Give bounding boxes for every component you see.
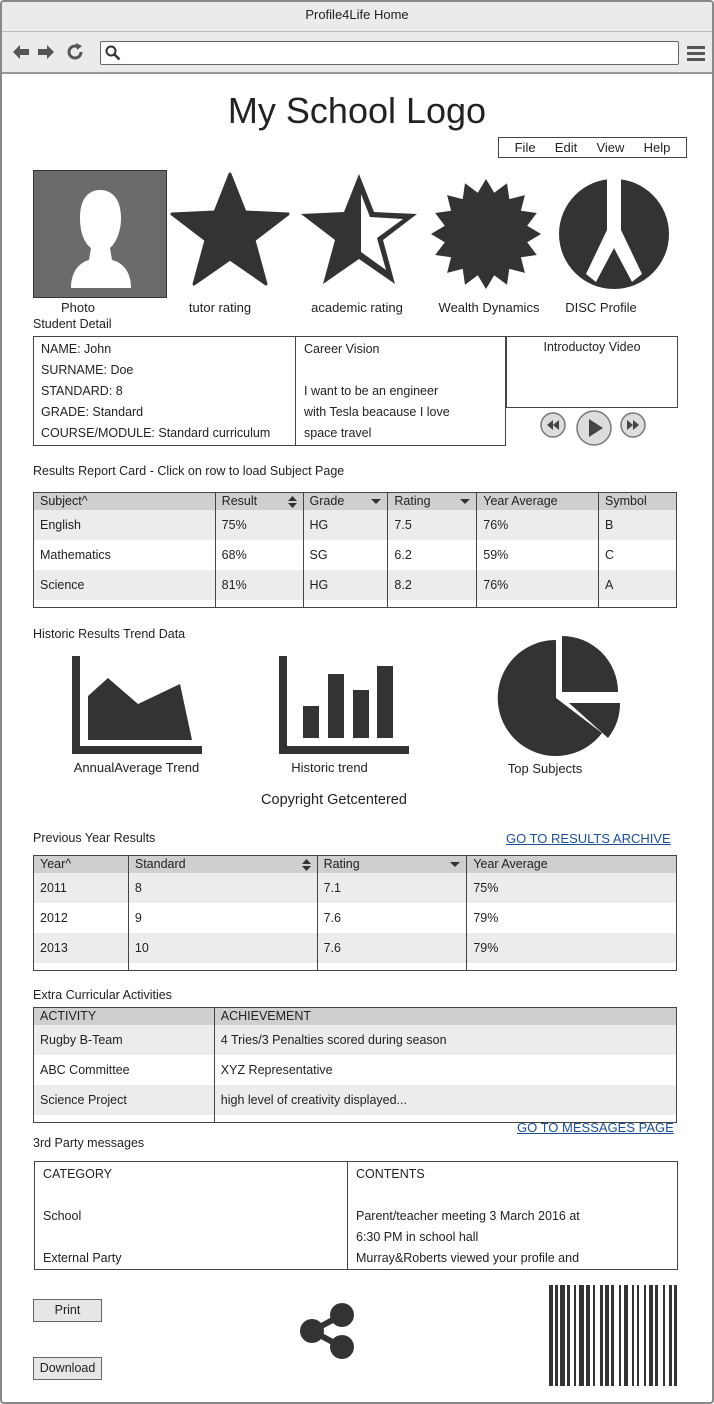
academic-rating-label: academic rating [311, 300, 403, 315]
table-row[interactable] [34, 510, 677, 540]
area-chart-icon[interactable] [72, 656, 202, 754]
menu-bar [498, 137, 687, 158]
menu-help[interactable]: Help [643, 140, 671, 155]
cell: Science Project [34, 1085, 215, 1115]
cell: Mathematics [40, 547, 111, 562]
table-row[interactable] [34, 1025, 677, 1055]
play-icon[interactable] [576, 410, 612, 446]
messages-contents-column [347, 1161, 678, 1270]
cell: 7.5 [388, 510, 477, 540]
cell: 7.1 [317, 873, 467, 903]
career-vision-line-2: with Tesla beacause I love [304, 405, 450, 419]
student-grade: GRADE: Standard [41, 405, 144, 419]
message-contents: Parent/teacher meeting 3 March 2016 at [356, 1209, 580, 1223]
messages-col-category: CATEGORY [43, 1167, 112, 1181]
student-detail-box [33, 336, 296, 446]
cell: 68% [215, 540, 303, 570]
cell: 9 [128, 903, 317, 933]
address-bar[interactable] [100, 41, 679, 65]
historic-trend-label: Historic trend [291, 760, 368, 775]
intro-video-box[interactable] [506, 336, 678, 408]
cell: 6.2 [388, 540, 477, 570]
activities-table [33, 1007, 677, 1123]
cell: HG [303, 570, 388, 600]
trends-title: Historic Results Trend Data [33, 627, 186, 641]
star-half-icon [299, 172, 419, 288]
cell: 59% [477, 540, 599, 570]
cell: A [599, 570, 677, 600]
cell: 8 [128, 873, 317, 903]
barcode-icon [549, 1285, 679, 1386]
copyright-text: Copyright Getcentered [261, 792, 407, 808]
results-archive-link[interactable]: GO TO RESULTS ARCHIVE [506, 831, 671, 846]
cell: B [599, 510, 677, 540]
cell: 4 Tries/3 Penalties scored during season [214, 1025, 676, 1055]
activity-col-activity[interactable]: ACTIVITY [34, 1008, 215, 1025]
student-standard: STANDARD: 8 [41, 384, 123, 398]
messages-col-contents: CONTENTS [356, 1167, 425, 1181]
results-table [33, 492, 677, 608]
star-full-icon [170, 172, 290, 288]
back-arrow-icon[interactable] [11, 42, 31, 62]
tutor-rating-label: tutor rating [188, 300, 252, 315]
bar-chart-icon[interactable] [279, 656, 409, 754]
sort-updown-icon [302, 859, 311, 871]
fast-forward-icon[interactable] [620, 412, 646, 438]
prev-col-year-average[interactable]: Year Average [467, 856, 677, 873]
cell: XYZ Representative [214, 1055, 676, 1085]
career-vision-title: Career Vision [304, 342, 380, 356]
cell: English [34, 510, 216, 540]
table-row[interactable] [34, 1085, 677, 1115]
search-icon [105, 45, 121, 61]
student-course: COURSE/MODULE: Standard curriculum [41, 426, 271, 440]
table-row[interactable] [34, 873, 677, 903]
rewind-icon[interactable] [540, 412, 566, 438]
reload-icon[interactable] [65, 42, 85, 62]
cell: 7.6 [317, 933, 467, 963]
download-button[interactable]: Download [33, 1357, 102, 1380]
menu-view[interactable]: View [596, 140, 625, 155]
activity-col-achievement[interactable]: ACHIEVEMENT [214, 1008, 676, 1025]
browser-toolbar [2, 32, 712, 74]
prev-col-year[interactable]: Year^ [34, 856, 129, 873]
menu-file[interactable]: File [514, 140, 536, 155]
results-col-grade[interactable]: Grade [303, 493, 388, 510]
results-col-symbol[interactable]: Symbol [599, 493, 677, 510]
cell: 79% [467, 903, 677, 933]
sort-down-icon [460, 496, 470, 508]
cell: 81% [215, 570, 303, 600]
cell: 10 [128, 933, 317, 963]
cell: 2011 [34, 873, 129, 903]
messages-category-column [34, 1161, 348, 1270]
annual-average-trend-label: AnnualAverage Trend [73, 760, 200, 775]
cell: Science [34, 570, 216, 600]
career-vision-line-1: I want to be an engineer [304, 384, 439, 398]
message-category: External Party [43, 1251, 122, 1265]
sort-down-icon [450, 859, 460, 871]
cell: 2012 [40, 910, 68, 925]
cell: ABC Committee [40, 1062, 130, 1077]
cell: 7.6 [317, 903, 467, 933]
activities-title: Extra Curricular Activities [33, 988, 172, 1002]
message-contents: 6:30 PM in school hall [356, 1230, 479, 1244]
career-vision-line-3: space travel [304, 426, 372, 440]
school-logo: My School Logo [227, 90, 487, 131]
results-col-rating[interactable]: Rating [388, 493, 477, 510]
table-row[interactable] [34, 1055, 677, 1085]
table-row[interactable] [34, 570, 677, 600]
student-name: NAME: John [41, 342, 112, 356]
menu-edit[interactable]: Edit [554, 140, 578, 155]
results-col-subject[interactable]: Subject^ [34, 493, 216, 510]
student-detail-title: Student Detail [33, 317, 112, 331]
top-subjects-label: Top Subjects [507, 761, 583, 776]
results-title: Results Report Card - Click on row to load Subject Page [33, 464, 345, 478]
cell: 8.2 [388, 570, 477, 600]
disc-profile-icon [558, 178, 670, 290]
badge-burst-icon [430, 178, 542, 290]
student-surname: SURNAME: Doe [41, 363, 134, 377]
hamburger-menu-icon[interactable] [686, 43, 706, 63]
prev-col-standard[interactable]: Standard [128, 856, 317, 873]
cell: high level of creativity displayed... [214, 1085, 676, 1115]
messages-title: 3rd Party messages [33, 1136, 145, 1150]
window-title: Profile4Life Home [2, 2, 712, 32]
messages-page-link[interactable]: GO TO MESSAGES PAGE [517, 1120, 674, 1135]
photo-label: Photo [61, 300, 95, 315]
table-row[interactable] [34, 933, 677, 963]
cell: 75% [215, 510, 303, 540]
cell: 79% [467, 933, 677, 963]
sort-updown-icon [288, 496, 297, 508]
cell: Rugby B-Team [34, 1025, 215, 1055]
wealth-dynamics-label: Wealth Dynamics [438, 300, 540, 315]
career-vision-box [295, 336, 506, 446]
pie-chart-icon[interactable] [496, 636, 624, 758]
print-button[interactable]: Print [33, 1299, 102, 1322]
message-category: School [43, 1209, 82, 1223]
forward-arrow-icon[interactable] [36, 42, 56, 62]
message-contents: Murray&Roberts viewed your profile and [356, 1251, 580, 1265]
results-col-year-average[interactable]: Year Average [477, 493, 599, 510]
cell: HG [303, 510, 388, 540]
cell: SG [303, 540, 388, 570]
sort-down-icon [371, 496, 381, 508]
prev-col-rating[interactable]: Rating [317, 856, 467, 873]
previous-results-table [33, 855, 677, 971]
disc-profile-label: DISC Profile [565, 300, 637, 315]
previous-results-title: Previous Year Results [33, 831, 156, 845]
intro-video-title: Introductoy Video [543, 340, 641, 354]
table-row[interactable] [34, 903, 677, 933]
results-col-result[interactable]: Result [215, 493, 303, 510]
cell: 76% [477, 570, 599, 600]
cell: 2013 [34, 933, 129, 963]
cell: C [599, 540, 677, 570]
cell: 76% [477, 510, 599, 540]
cell: 75% [467, 873, 677, 903]
photo-placeholder-icon[interactable] [33, 170, 167, 298]
table-row[interactable] [34, 540, 677, 570]
share-icon[interactable] [298, 1302, 356, 1360]
